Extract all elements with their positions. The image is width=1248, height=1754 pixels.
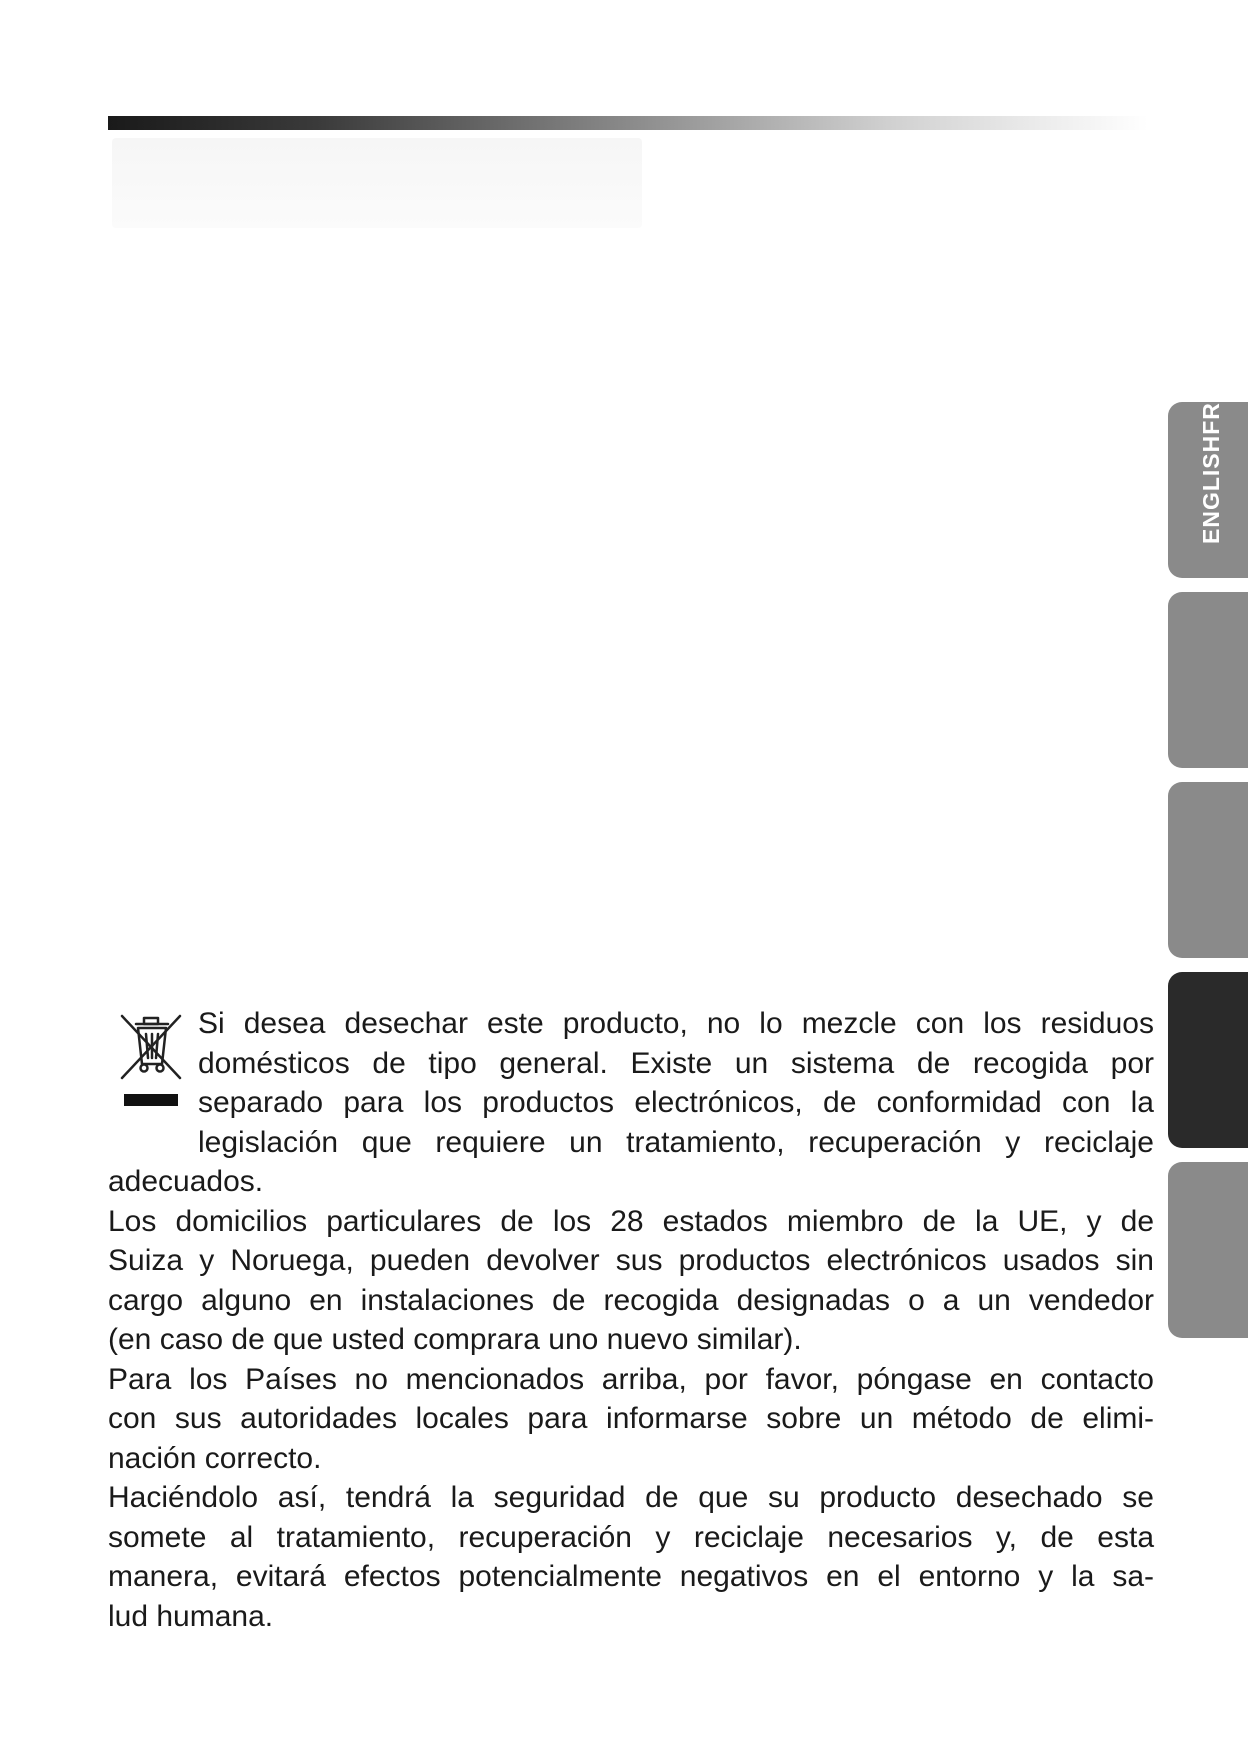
paragraph-4-line: manera, evitará efectos potencialmente negativos en el entorno y la sa-	[108, 1560, 1154, 1593]
side-tab-label-text: ENGLISHFR	[1198, 402, 1224, 544]
paragraph-3-line: nación correcto.	[108, 1441, 322, 1475]
paragraph-2-line: Los domicilios particulares de los 28 estados miembro de la UE, y de	[108, 1204, 1154, 1238]
side-tab-label	[1166, 402, 1224, 574]
intro-line: Si desea desechar este producto, no lo mezcle con los residuos	[198, 1007, 1154, 1040]
side-tab-active[interactable]	[1168, 972, 1248, 1148]
disposal-text	[108, 1004, 1154, 1636]
paragraph-2-line: cargo alguno en instalaciones de recogida designadas o a un vendedor	[108, 1283, 1154, 1317]
side-tab-5[interactable]	[1168, 1162, 1248, 1338]
intro-line: separado para los productos electrónicos, de conformidad con la	[198, 1086, 1154, 1119]
intro-paragraph	[108, 1004, 1154, 1162]
paragraph-2-line: (en caso de que usted comprara uno nuevo similar).	[108, 1323, 802, 1356]
paragraph-4-line: lud humana.	[108, 1599, 274, 1633]
side-tab-3[interactable]	[1168, 782, 1248, 958]
faded-header-block	[112, 138, 642, 228]
intro-line-tail: adecuados.	[108, 1165, 264, 1198]
paragraph-2-line: Suiza y Noruega, pueden devolver sus productos electrónicos usados sin	[108, 1244, 1154, 1277]
side-tab-2[interactable]	[1168, 592, 1248, 768]
intro-line: domésticos de tipo general. Existe un sistema de recogida por	[198, 1046, 1154, 1080]
paragraph-4-line: Haciéndolo así, tendrá la seguridad de que su producto desechado se	[108, 1481, 1154, 1514]
header-gradient-bar	[108, 116, 1148, 130]
paragraph-3-line: Para los Países no mencionados arriba, por favor, póngase en contacto	[108, 1362, 1154, 1396]
paragraph-3-line: con sus autoridades locales para informarse sobre un método de elimi-	[108, 1402, 1154, 1435]
intro-line: legislación que requiere un tratamiento, recuperación y reciclaje	[198, 1125, 1154, 1159]
paragraph-4-line: somete al tratamiento, recuperación y reciclaje necesarios y, de esta	[108, 1520, 1154, 1554]
